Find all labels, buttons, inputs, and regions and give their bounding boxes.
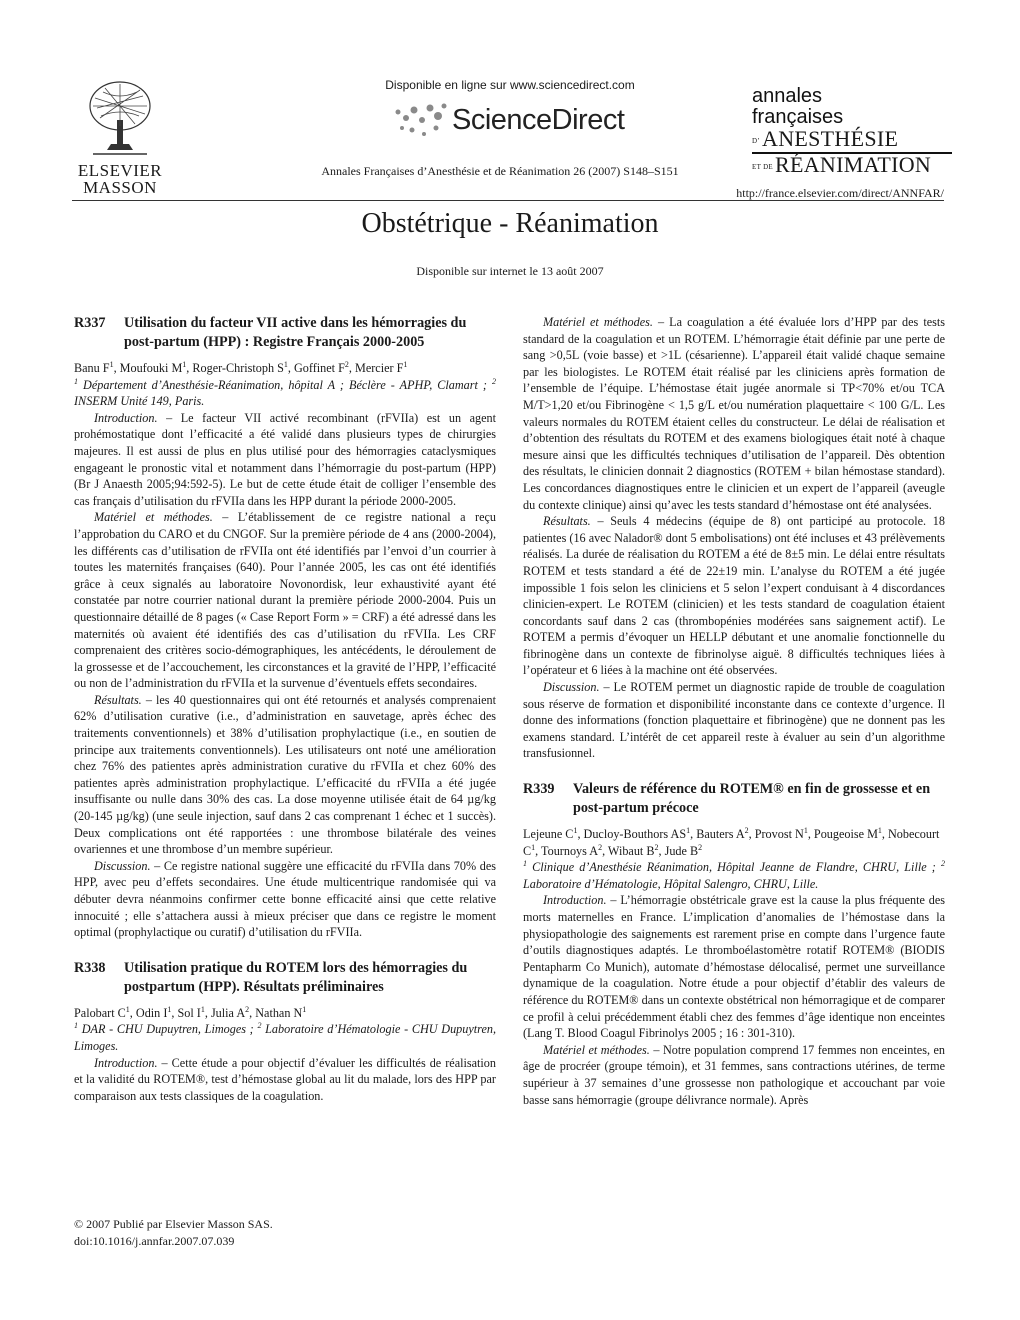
right-column	[523, 314, 945, 1108]
journal-citation: Annales Françaises d’Anesthésie et de Réanimation 26 (2007) S148–S151	[321, 164, 679, 178]
header-rule	[72, 200, 944, 201]
abstract-id: R338	[74, 959, 106, 976]
elsevier-tree-icon	[85, 78, 155, 158]
journal-logo-anesthesie: D’ANESTHÉSIE	[752, 126, 899, 151]
elsevier-logo-line1: ELSEVIER	[77, 161, 163, 180]
journal-logo-francaises: françaises	[752, 106, 844, 128]
footer	[74, 1216, 494, 1250]
paragraph-methods: Matériel et méthodes. – Notre population comprend 17 femmes non enceintes, en âge de procréer (groupe témoin), et 31 femmes, sans contractions utérines, de terme supérieur à 37 semaines d’une grossesse non pathologique et accouchant par voie basse sans hémorragie (groupe délivrance normale). Après	[523, 1042, 945, 1107]
elsevier-logo-line2: MASSON	[83, 178, 157, 197]
sciencedirect-name: ScienceDirect	[452, 104, 625, 136]
paragraph-methods: Matériel et méthodes. – La coagulation a été évaluée lors d’HPP par des tests standard de la coagulation et un ROTEM. L’hémorragie était définie par une perte de sang >0,5L (voie basse) et >1L (césarienne). L’appareil était validé chaque semaine par les biologistes. Le ROTEM était réalisé par les cliniciens après formation de l’ensemble de l’équipe. L’hémostase était jugée anormale si TP<70% et/ou TCA M/T>1,20 et/ou Fibrinogène < 1,5 g/L et/ou numération plaquettaire < 100 G/L. Les valeurs normales du ROTEM étaient celles du constructeur. Le délai de réalisation et d’obtention des résultats du ROTEM et des examens biologiques était noté à chaque mesure ainsi que les difficultés techniques d’utilisation de l’appareil. Dès obtention des résultats, le clinicien donnait 2 diagnostics (ROTEM + bilan hémostase standard). Les concordances diagnostiques entre le clinicien et un expert de l’appareil (aveugle du contexte clinique) ainsi qu’avec les tests standard d’hémostase ont été analysées.	[523, 315, 945, 512]
paragraph-results: Résultats. – Seuls 4 médecins (équipe de 8) ont participé au protocole. 18 patientes (16 avec Nalador® dont 5 embolisations) ont été incluses et 43 prélèvements réalisés. La durée de réalisation du ROTEM a été de 8±5 min. Le délai entre résultats ROTEM et tests standard a été de 22±19 min. L’analyse du ROTEM a été jugée impossible 1 fois selon les cliniciens et 5 selon l’expert conduisant à 4 discordances clinicien-expert. Le ROTEM (clinicien) et les tests standard de coagulation étaient concordants sauf dans 2 cas (thrombopénies modérées sans saignement actif). Le ROTEM a permis d’évoquer un HELLP débutant et une anomalie fonctionnelle du fibrinogène dans un contexte de fibrinolyse aiguë. 8 difficultés techniques liées à l’opérateur et 6 liées à la machine ont été observées.	[523, 514, 945, 678]
journal-logo-reanimation: ET DERÉANIMATION	[752, 152, 952, 178]
paragraph-methods: Matériel et méthodes. – L’établissement de ce registre national a reçu l’approbation du CARO et du CNGOF. Sur la première période de 4 ans (2000-2004), les différents cas d’utilisation de rFVIIa ont été identifiés par l’envoi d’un courrier à toutes les maternités françaises (640). Pour l’année 2005, les cas ont été identifiés grâce à ceux signalés au laboratoire Novonordisk, leur exhaustivité ayant été constatée par notre courrier national durant la première période 2000-2004. Puis un questionnaire détaillé de 8 pages (« Case Report Form » = CRF) a été adressé dans les maternités où avaient été identifiés des cas d’utilisation du rFVIIa. Les CRF comprenaient des critères socio-démographiques, les antécédents, le déroulement de la grossesse et de l’accouchement, les circonstances et la gravité de l’HPP, l’efficacité ou non de l’administration du rFVIIa et la survenue d’éventuels effets secondaires.	[74, 510, 496, 691]
abstract-heading-r337	[74, 314, 496, 352]
affiliations-r338: $^1$ DAR - CHU Dupuytren, Limoges ; $^2$ Laboratoire d’Hématologie - CHU Dupuytren, Limoges.	[74, 1021, 496, 1053]
section-title: Obstétrique - Réanimation	[361, 208, 659, 239]
paragraph-results: Résultats. – les 40 questionnaires qui ont été retournés et analysés comprenaient 62% d’utilisation curative (i.e., d’administration en sauvetage, après échec des traitements conventionnels) et 38% d’utilisation prophylactique (i.e., en soutien de principe aux traitements conventionnels). Les utilisateurs ont noté une amélioration chez 76% des patientes après administration curative du rFVIIa et chez 60% des patientes après administration prophylactique. L’efficacité du rFVIIa a été jugée insuffisante ou nulle dans 30% des cas. La dose moyenne utilisée était de 64 µg/kg (20-145 µg/kg) (une seule injection, sauf dans 2 cas comprenant 1 échec et 1 succès). Deux complications ont été rapportées : une thrombose bilatérale des veines ovariennes et une thrombose d’un membre supérieur.	[74, 692, 496, 857]
authors-r339: Lejeune $C^1$, Ducloy-Bouthors $AS^1$, Bauters $A^2$, Provost $N^1$, Pougeoise $M^1$, Nobecourt $C^1$, Tournoys $A^2$, Wibaut $B^2$, Jude $B^2$	[523, 825, 940, 858]
authors-r338: Palobart $C^1$, Odin $I^1$, Sol $I^1$, Julia $A^2$, Nathan $N^1$	[74, 1004, 307, 1020]
paragraph-introduction: Introduction. – Le facteur VII activé recombinant (rFVIIa) est un agent prohémostatique dont l’efficacité a été validé dans plusieurs types de chirurgies majeures. Il est aussi de plus en plus utilisé pour des hémorragies cataclysmiques engageant le pronostic vital et notamment dans l’hémorragie du post-partum (HPP) (Br J Anaesth 2005;94:592-5). Le but de cette étude était de colliger l’ensemble des cas français d’utilisation du rFVIIa dans les HPP durant la période 2000-2005.	[74, 410, 496, 508]
journal-logo	[752, 86, 952, 178]
available-date: Disponible sur internet le 13 août 2007	[416, 264, 604, 278]
left-column	[74, 314, 496, 1104]
copyright: © 2007 Publié par Elsevier Masson SAS.	[74, 1217, 273, 1231]
abstract-title: Utilisation pratique du ROTEM lors des hémorragies du postpartum (HPP). Résultats préliminaires	[124, 959, 468, 995]
abstract-title: Valeurs de référence du ROTEM® en fin de grossesse et en post-partum précoce	[573, 781, 931, 817]
abstract-id: R339	[523, 781, 555, 798]
affiliations-r337: $^1$ Département d’Anesthésie-Réanimation, hôpital A ; Béclère - APHP, Clamart ; $^2$ INSERM Unité 149, Paris.	[74, 376, 496, 409]
paragraph-introduction: Introduction. – L’hémorragie obstétricale grave est la cause la plus fréquente des morts maternelles en France. L’implication d’anomalies de l’hémostase dans la physiopathologie des saignements est rarement prise en compte dans l’urgence faute d’outils diagnostiques adaptés. Le thromboélastomètre rotatif ROTEM® (BIODIS Pentapharm Co Munich), automate d’hémostase délocalisé, permet une surveillance dynamique de la coagulation. Notre étude a pour objectif d’établir des valeurs de référence du ROTEM® dans un contexte obstétrical non hémorragique et de comparer ce profil à celui précédemment établi chez des femmes d’âge identique non enceintes (Lang T. Blood Coagul Fibrinolys 2005 ; 16 : 301-310).	[523, 893, 945, 1041]
sciencedirect-logo	[392, 100, 652, 144]
sciencedirect-availability: Disponible en ligne sur www.sciencedirect.com	[385, 78, 635, 92]
abstract-heading-r338	[74, 959, 496, 997]
paragraph-introduction: Introduction. – Cette étude a pour objectif d’évaluer les difficultés de réalisation et la validité du ROTEM®, test d’hémostase global au lit du malade, lors des HPP par comparaison aux tests classiques de la coagulation.	[74, 1055, 496, 1103]
abstract-heading-r339	[523, 780, 945, 818]
journal-url[interactable]: http://france.elsevier.com/direct/ANNFAR/	[736, 186, 944, 200]
paragraph-discussion: Discussion. – Ce registre national suggère une efficacité du rFVIIa dans 70% des HPP, avec peu d’effets secondaires. Une étude multicentrique randomisée qui va débuter devra néanmoins confirmer cette bonne efficacité ainsi que cette relative innocuité ; elle s’attachera aussi à mieux préciser que dans ce registre le moment optimal (prophylactique ou curatif) d’utilisation du rFVIIa.	[74, 858, 496, 940]
abstract-title: Utilisation du facteur VII active dans les hémorragies du post-partum (HPP) : Registre Français 2000-2005	[124, 315, 467, 350]
abstract-id: R337	[74, 315, 106, 331]
journal-logo-annales: annales	[752, 85, 823, 107]
affiliations-r339: $^1$ Clinique d’Anesthésie Réanimation, Hôpital Jeanne de Flandre, CHRU, Lille ; $^2$ Laboratoire d’Hématologie, Hôpital Salengro, CHRU, Lille.	[523, 859, 945, 891]
doi[interactable]: doi:10.1016/j.annfar.2007.07.039	[74, 1234, 235, 1248]
paragraph-discussion: Discussion. – Le ROTEM permet un diagnostic rapide de trouble de coagulation sous réserve de formation et disponibilité inconstante dans ce contexte d’urgence. Il donne des informations (fonction plaquettaire et fibrinogène) que ne donnent pas les examens standard. L’intérêt de cet appareil reste à évaluer au sein d’un algorithme transfusionnel.	[523, 680, 945, 761]
authors-r337: Banu $F^1$, Moufouki $M^1$, Roger-Christoph $S^1$, Goffinet $F^2$, Mercier $F^1$	[74, 359, 408, 375]
sciencedirect-dots-icon	[392, 100, 452, 144]
elsevier-masson-logo	[72, 78, 168, 196]
